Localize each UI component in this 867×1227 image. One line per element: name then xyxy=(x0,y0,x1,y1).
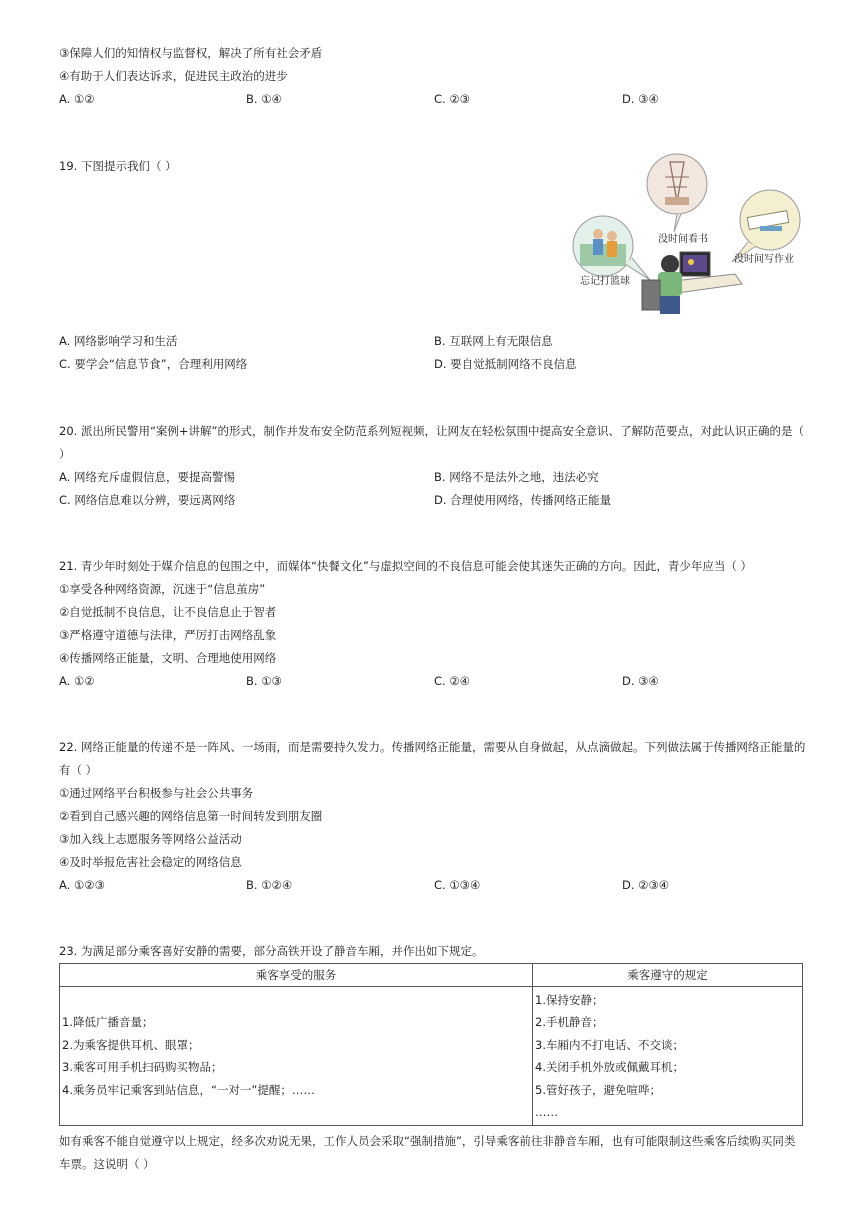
q20-choice-a[interactable]: A. 网络充斥虚假信息，要提高警惕 xyxy=(59,470,235,484)
q21-choice-c[interactable]: C. ②④ xyxy=(434,674,470,688)
q19-stem: 19. 下图提示我们（ ） xyxy=(59,159,177,173)
q21-choice-d[interactable]: D. ③④ xyxy=(622,674,659,688)
quiet-carriage-table xyxy=(59,963,803,1126)
table-header-services: 乘客享受的服务 xyxy=(60,964,533,987)
q21-choice-a[interactable]: A. ①② xyxy=(59,674,95,688)
q19-illustration xyxy=(570,152,805,322)
q22-item-1: ①通过网络平台积极参与社会公共事务 xyxy=(59,786,254,800)
q22-choice-a[interactable]: A. ①②③ xyxy=(59,878,105,892)
q23-stem: 23. 为满足部分乘客喜好安静的需要，部分高铁开设了静音车厢，并作出如下规定。 xyxy=(59,944,484,958)
q20-choice-d[interactable]: D. 合理使用网络，传播网络正能量 xyxy=(434,493,612,507)
q21-item-3: ③严格遵守道德与法律，严厉打击网络乱象 xyxy=(59,628,277,642)
q22-choice-c[interactable]: C. ①③④ xyxy=(434,878,481,892)
q22-item-4: ④及时举报危害社会稳定的网络信息 xyxy=(59,855,242,869)
q18-choice-b[interactable]: B. ①④ xyxy=(246,92,282,106)
q19-figure-label-book: 没时间看书 xyxy=(658,234,708,245)
q20-choice-b[interactable]: B. 网络不是法外之地，违法必究 xyxy=(434,470,599,484)
q19-choice-b[interactable]: B. 互联网上有无限信息 xyxy=(434,334,553,348)
q23-after-line1: 如有乘客不能自觉遵守以上规定，经多次劝说无果，工作人员会采取“强制措施”，引导乘客前往非静音车厢，也有可能限制这些乘客后续购买同类 xyxy=(59,1134,796,1148)
rule-item: 3.车厢内不打电话、不交谈； xyxy=(535,1037,684,1052)
rule-item: …… xyxy=(535,1105,558,1119)
rules-cell xyxy=(533,987,803,1126)
q22-choice-b[interactable]: B. ①②④ xyxy=(246,878,293,892)
q21-item-4: ④传播网络正能量，文明、合理地使用网络 xyxy=(59,651,277,665)
q18-choice-c[interactable]: C. ②③ xyxy=(434,92,470,106)
rule-item: 5.管好孩子，避免喧哗； xyxy=(535,1082,661,1097)
q22-item-2: ②看到自己感兴趣的网络信息第一时间转发到朋友圈 xyxy=(59,809,323,823)
q20-stem-line1: 20. 派出所民警用“案例+讲解”的形式，制作并发布安全防范系列短视频，让网友在轻松氛围中提高安全意识、了解防范要点，对此认识正确的是（ xyxy=(59,424,804,438)
q18-option-3: ③保障人们的知情权与监督权，解决了所有社会矛盾 xyxy=(59,46,323,60)
service-item: 2.为乘客提供耳机、眼罩； xyxy=(62,1037,200,1052)
q21-item-1: ①享受各种网络资源，沉迷于“信息茧房” xyxy=(59,582,266,596)
q18-option-4: ④有助于人们表达诉求，促进民主政治的进步 xyxy=(59,69,288,83)
rule-item: 2.手机静音； xyxy=(535,1015,604,1029)
q19-choice-a[interactable]: A. 网络影响学习和生活 xyxy=(59,334,178,348)
services-cell xyxy=(60,987,533,1126)
q21-item-2: ②自觉抵制不良信息，让不良信息止于智者 xyxy=(59,605,277,619)
q19-figure-label-basketball: 忘记打篮球 xyxy=(580,276,630,287)
q19-choice-d[interactable]: D. 要自觉抵制网络不良信息 xyxy=(434,357,577,371)
q22-stem-line2: 有（ ） xyxy=(59,763,98,777)
service-item: 1.降低广播音量； xyxy=(62,1015,154,1029)
q23-after-line2: 车票。这说明（ ） xyxy=(59,1157,155,1171)
service-item: 4.乘务员牢记乘客到站信息，“一对一”提醒；…… xyxy=(62,1082,315,1097)
rule-item: 1.保持安静； xyxy=(535,992,604,1007)
service-item: 3.乘客可用手机扫码购买物品； xyxy=(62,1060,223,1074)
q20-stem-line2: ） xyxy=(59,447,71,461)
table-header-rules: 乘客遵守的规定 xyxy=(533,964,803,987)
q20-choice-c[interactable]: C. 网络信息难以分辨，要远离网络 xyxy=(59,493,236,507)
q18-choice-a[interactable]: A. ①② xyxy=(59,92,95,106)
rule-item: 4.关闭手机外放或佩戴耳机； xyxy=(535,1060,684,1074)
q21-choice-b[interactable]: B. ①③ xyxy=(246,674,282,688)
q22-item-3: ③加入线上志愿服务等网络公益活动 xyxy=(59,832,242,846)
q19-choice-c[interactable]: C. 要学会“信息节食”，合理利用网络 xyxy=(59,357,248,371)
q18-choice-d[interactable]: D. ③④ xyxy=(622,92,659,106)
q22-stem-line1: 22. 网络正能量的传递不是一阵风、一场雨，而是需要持久发力。传播网络正能量，需要从自身做起，从点滴做起。下列做法属于传播网络正能量的 xyxy=(59,740,806,754)
q22-choice-d[interactable]: D. ②③④ xyxy=(622,878,670,892)
q19-figure-label-homework: 没时间写作业 xyxy=(734,254,794,265)
q21-stem: 21. 青少年时刻处于媒介信息的包围之中，而媒体“快餐文化”与虚拟空间的不良信息可能会使其迷失正确的方向。因此，青少年应当（ ） xyxy=(59,559,753,573)
